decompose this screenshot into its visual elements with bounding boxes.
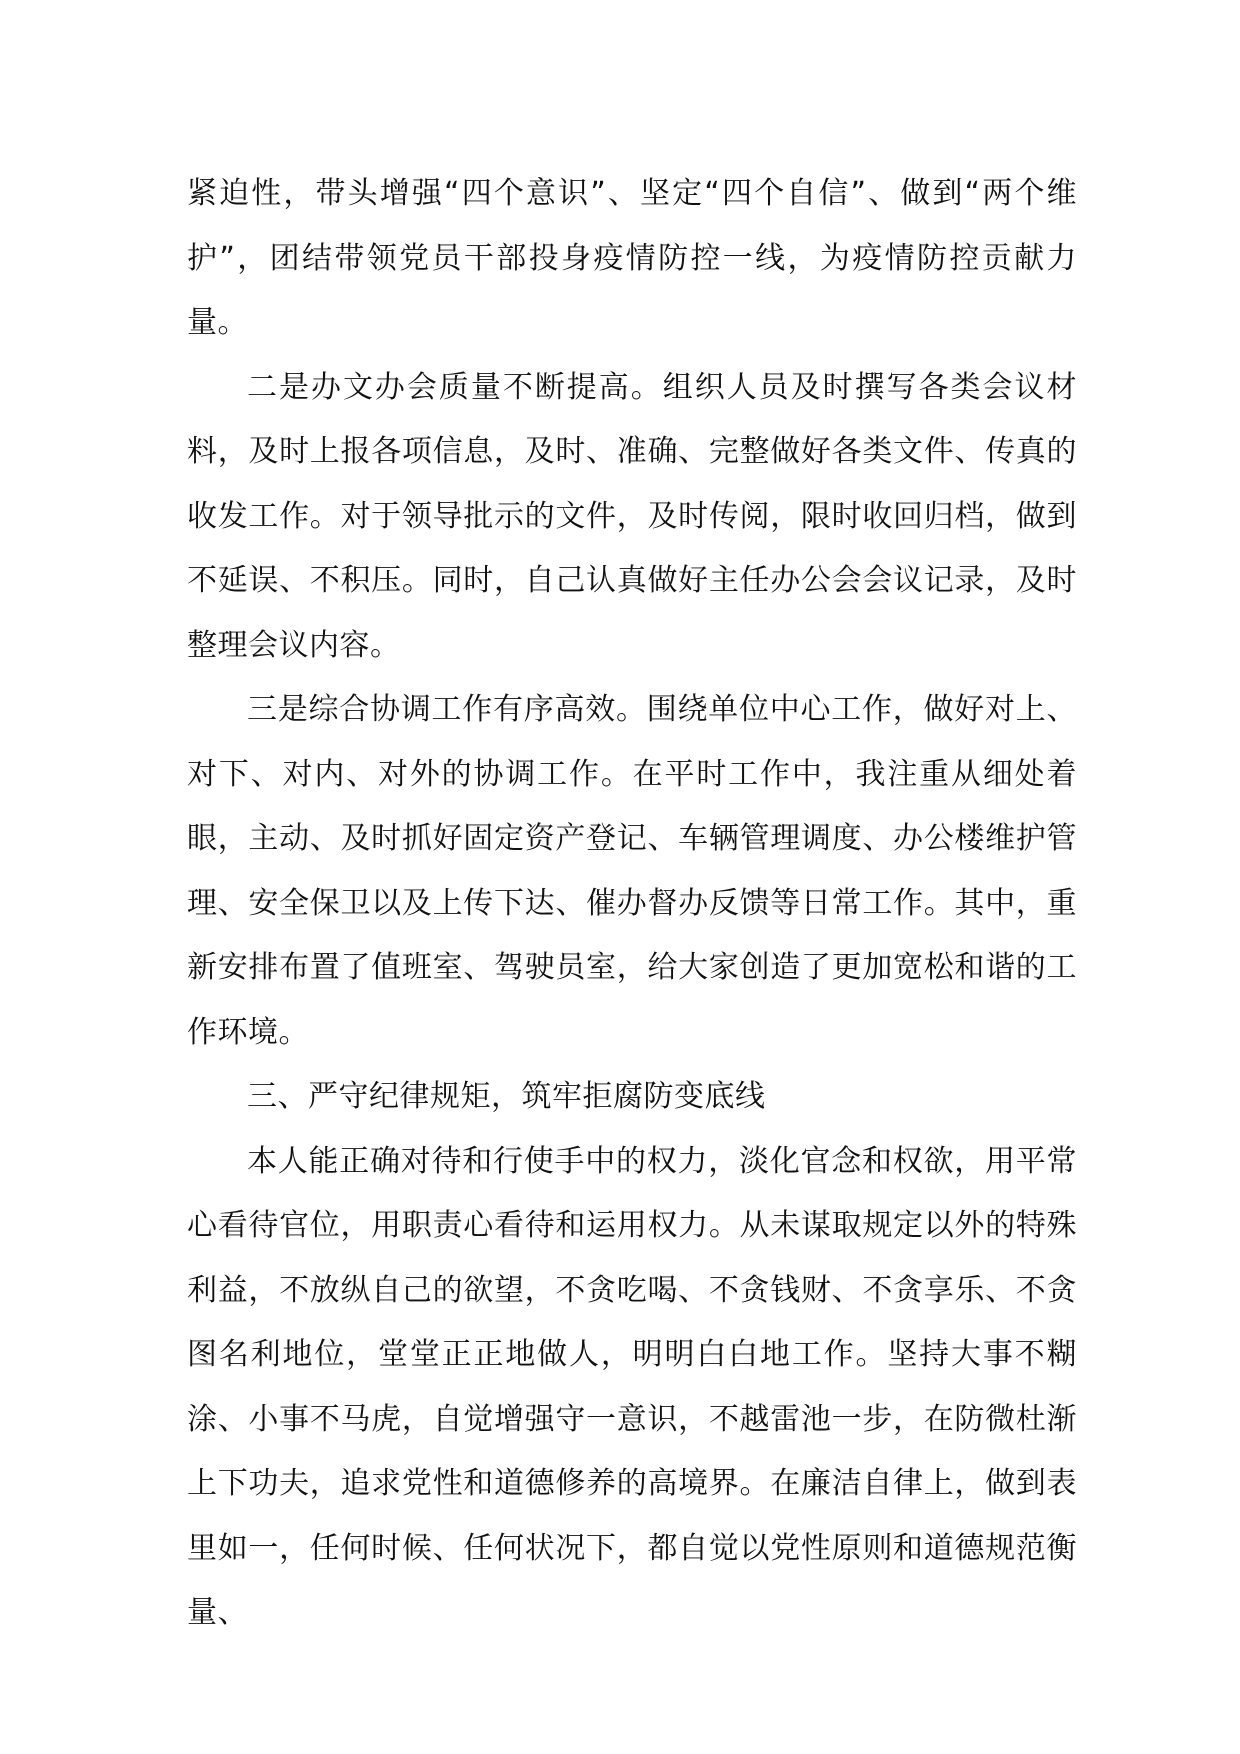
- paragraph-document-meetings: 二是办文办会质量不断提高。组织人员及时撰写各类会议材料，及时上报各项信息，及时、准确、完整做好各类文件、传真的收发工作。对于领导批示的文件，及时传阅，限时收回归档，做到不延误、不积压。同时，自己认真做好主任办公会会议记录，及时整理会议内容。: [187, 369, 1077, 663]
- paragraph-integrity: 本人能正确对待和行使手中的权力，淡化官念和权欲，用平常心看待官位，用职责心看待和运用权力。从未谋取规定以外的特殊利益，不放纵自己的欲望，不贪吃喝、不贪钱财、不贪享乐、不贪图名利地位，堂堂正正地做人，明明白白地工作。坚持大事不糊涂、小事不马虎，自觉增强守一意识，不越雷池一步，在防微杜渐上下功夫，追求党性和道德修养的高境界。在廉洁自律上，做到表里如一，任何时候、任何状况下，都自觉以党性原则和道德规范衡量、: [187, 1143, 1077, 1630]
- section-heading-discipline: 三、严守纪律规矩，筑牢拒腐防变底线: [247, 1079, 766, 1114]
- body-text: [187, 162, 1077, 1646]
- paragraph-continuation: 紧迫性，带头增强“四个意识”、坚定“四个自信”、做到“两个维护”，团结带领党员干部投身疫情防控一线，为疫情防控贡献力量。: [187, 176, 1077, 340]
- paragraph-coordination: 三是综合协调工作有序高效。围绕单位中心工作，做好对上、对下、对内、对外的协调工作。在平时工作中，我注重从细处着眼，主动、及时抓好固定资产登记、车辆管理调度、办公楼维护管理、安全保卫以及上传下达、催办督办反馈等日常工作。其中，重新安排布置了值班室、驾驶员室，给大家创造了更加宽松和谐的工作环境。: [187, 692, 1077, 1050]
